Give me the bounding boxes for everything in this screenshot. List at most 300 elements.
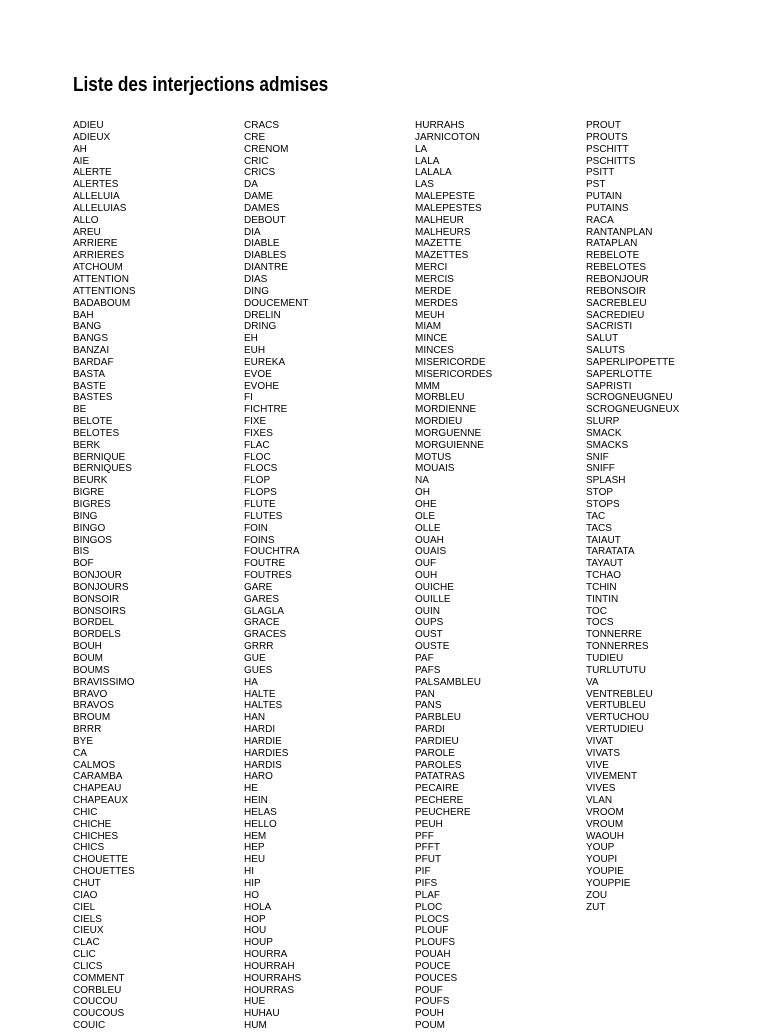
list-item: HUE: [244, 996, 266, 1008]
list-item: BRRR: [73, 724, 102, 736]
list-item: HARDIE: [244, 735, 282, 747]
list-item: ARRIERES: [73, 250, 125, 262]
list-item: CALMOS: [73, 759, 116, 771]
list-item: BONSOIR: [73, 593, 120, 605]
list-item: SCROGNEUGNEU: [586, 392, 673, 404]
list-item: EVOE: [244, 368, 272, 380]
list-item: HEU: [244, 854, 266, 866]
list-item: BINGOS: [73, 534, 112, 546]
list-item: CIEL: [73, 901, 96, 913]
list-item: PLOUF: [415, 925, 449, 937]
list-item: TARATATA: [586, 546, 635, 558]
list-item: HOURRA: [244, 949, 288, 961]
list-item: PUTAIN: [586, 191, 622, 203]
list-item: MOTUS: [415, 451, 452, 463]
list-item: DEBOUT: [244, 214, 286, 226]
list-item: CHICHE: [73, 818, 112, 830]
list-item: TONNERRE: [586, 629, 642, 641]
list-item: CHUT: [73, 878, 101, 889]
list-item: HUHAU: [244, 1008, 280, 1020]
list-item: HELAS: [244, 806, 277, 818]
list-item: PSITT: [586, 167, 615, 179]
list-item: CIAO: [73, 889, 98, 901]
list-item: DING: [244, 285, 269, 297]
list-item: DIABLES: [244, 250, 287, 262]
list-item: BERNIQUES: [73, 463, 132, 475]
list-item: FLOPS: [244, 487, 277, 499]
list-item: COUCOU: [73, 996, 118, 1008]
list-item: VIVAT: [586, 735, 614, 747]
list-item: HELLO: [244, 818, 277, 830]
list-item: OUPS: [415, 617, 444, 629]
list-item: FIXES: [244, 427, 273, 439]
list-item: BRAVISSIMO: [73, 676, 135, 688]
list-item: MERCIS: [415, 273, 454, 285]
list-item: MERDE: [415, 285, 452, 297]
word-column-2: [244, 120, 308, 1032]
list-item: PLAF: [415, 889, 441, 901]
list-item: GRRR: [244, 641, 274, 653]
list-item: BAH: [73, 309, 94, 321]
list-item: BONSOIRS: [73, 605, 126, 617]
list-item: OUIN: [415, 605, 440, 617]
list-item: CRENOM: [244, 143, 289, 155]
list-item: GUES: [244, 664, 273, 676]
list-item: BARDAF: [73, 356, 114, 368]
list-item: PECHERE: [415, 795, 464, 807]
list-item: GARES: [244, 593, 280, 605]
word-column-4: [586, 120, 679, 914]
list-item: MORDIEU: [415, 416, 463, 428]
list-item: HOURRAH: [244, 960, 295, 972]
list-item: BASTA: [73, 368, 106, 380]
list-item: HEM: [244, 830, 267, 842]
list-item: GARE: [244, 581, 273, 593]
list-item: HI: [244, 866, 254, 878]
list-item: REBELOTES: [586, 262, 647, 274]
list-item: PAROLE: [415, 747, 455, 759]
list-item: PLOUFS: [415, 937, 456, 949]
list-item: PAFS: [415, 664, 441, 676]
list-item: HAN: [244, 712, 266, 724]
list-item: MALHEUR: [415, 214, 464, 226]
list-item: BONJOUR: [73, 570, 122, 582]
list-item: HUM: [244, 1020, 267, 1032]
list-item: COUCOUS: [73, 1008, 125, 1020]
list-item: HOURRAHS: [244, 972, 302, 984]
list-item: MINCE: [415, 333, 448, 345]
list-item: FLUTE: [244, 499, 276, 510]
list-item: OUILLE: [415, 593, 451, 605]
list-item: ZOU: [586, 889, 608, 901]
list-item: BELOTES: [73, 427, 120, 439]
list-item: ALLELUIAS: [73, 202, 127, 214]
list-item: OLLE: [415, 522, 441, 534]
list-item: CHICS: [73, 842, 105, 854]
list-item: ALLELUIA: [73, 191, 120, 203]
list-item: ATCHOUM: [73, 262, 123, 274]
list-item: FIXE: [244, 416, 267, 428]
list-item: HE: [244, 783, 258, 795]
list-item: CARAMBA: [73, 771, 123, 783]
list-item: TAIAUT: [586, 534, 621, 546]
list-item: ATTENTIONS: [73, 285, 136, 297]
list-item: MINCES: [415, 345, 454, 357]
list-item: DIAS: [244, 273, 268, 285]
list-item: DOUCEMENT: [244, 297, 309, 309]
list-item: TAYAUT: [586, 558, 624, 570]
list-item: BERNIQUE: [73, 451, 126, 463]
list-item: TURLUTUTU: [586, 664, 646, 676]
list-item: OHE: [415, 499, 437, 510]
list-item: POUF: [415, 984, 443, 996]
list-item: STOPS: [586, 499, 620, 510]
list-item: HOU: [244, 925, 267, 937]
list-item: BOUH: [73, 641, 102, 653]
list-item: SMACK: [586, 427, 622, 439]
list-item: CRE: [244, 131, 266, 143]
list-item: CLIC: [73, 949, 96, 961]
list-item: BINGO: [73, 522, 106, 534]
list-item: VERTUCHOU: [586, 712, 650, 724]
list-item: DIANTRE: [244, 262, 288, 274]
list-item: POUH: [415, 1008, 444, 1020]
list-item: TAC: [586, 510, 606, 522]
list-item: GUE: [244, 652, 266, 664]
list-item: FOUTRE: [244, 558, 286, 570]
list-item: PST: [586, 179, 606, 191]
list-item: GLAGLA: [244, 605, 285, 617]
list-item: PLOCS: [415, 913, 449, 925]
list-item: CA: [73, 747, 87, 759]
list-item: TONNERRES: [586, 641, 649, 653]
list-item: MALEPESTE: [415, 191, 476, 203]
list-item: CHAPEAU: [73, 783, 122, 795]
list-item: REBONJOUR: [586, 273, 649, 285]
list-item: POUFS: [415, 996, 450, 1008]
list-item: FOIN: [244, 522, 268, 534]
list-item: HALTE: [244, 688, 276, 700]
list-item: DRING: [244, 321, 277, 333]
list-item: HOUP: [244, 937, 273, 949]
list-item: ALLO: [73, 214, 99, 226]
list-item: ADIEUX: [73, 131, 111, 143]
list-item: PARDI: [415, 724, 445, 736]
list-item: FLOCS: [244, 463, 278, 475]
list-item: BRAVO: [73, 688, 108, 700]
list-item: CRACS: [244, 120, 280, 131]
list-item: SAPERLIPOPETTE: [586, 356, 675, 368]
list-item: OUAIS: [415, 546, 447, 558]
list-item: RANTANPLAN: [586, 226, 653, 238]
list-item: PUTAINS: [586, 202, 629, 214]
list-item: ARRIERE: [73, 238, 118, 250]
list-item: CRIC: [244, 155, 269, 167]
list-item: VIVE: [586, 759, 609, 771]
list-item: CHIC: [73, 806, 98, 818]
list-item: HURRAHS: [415, 120, 465, 131]
list-item: PARBLEU: [415, 712, 461, 724]
page-title: Liste des interjections admises: [73, 74, 329, 96]
list-item: CLAC: [73, 937, 100, 949]
list-item: BADABOUM: [73, 297, 131, 309]
list-item: YOUPIE: [586, 866, 624, 878]
list-item: REBELOTE: [586, 250, 640, 262]
list-item: SALUT: [586, 333, 619, 345]
list-item: BIGRES: [73, 499, 111, 510]
list-item: FOUTRES: [244, 570, 292, 582]
list-item: HO: [244, 889, 259, 901]
list-item: EUH: [244, 345, 266, 357]
list-item: CORBLEU: [73, 984, 122, 996]
list-item: PROUT: [586, 120, 621, 131]
list-item: PALSAMBLEU: [415, 676, 481, 688]
list-item: TCHAO: [586, 570, 621, 582]
list-item: GRACES: [244, 629, 287, 641]
list-item: ZUT: [586, 901, 606, 913]
list-item: OLE: [415, 510, 436, 522]
list-item: HALTES: [244, 700, 283, 712]
list-item: MERDES: [415, 297, 458, 309]
list-item: FLAC: [244, 439, 270, 451]
list-item: TOC: [586, 605, 607, 617]
list-item: MISERICORDES: [415, 368, 493, 380]
list-item: OH: [415, 487, 430, 499]
list-item: EVOHE: [244, 380, 280, 392]
list-item: VLAN: [586, 795, 613, 807]
list-item: SCROGNEUGNEUX: [586, 404, 680, 416]
list-item: BORDEL: [73, 617, 115, 629]
list-item: HOP: [244, 913, 266, 925]
list-item: NA: [415, 475, 429, 487]
list-item: BRAVOS: [73, 700, 114, 712]
list-item: FOINS: [244, 534, 275, 546]
list-item: PATATRAS: [415, 771, 465, 783]
list-item: MAZETTES: [415, 250, 469, 262]
list-item: YOUPI: [586, 854, 618, 866]
list-item: PLOC: [415, 901, 443, 913]
list-item: PAF: [415, 652, 434, 664]
list-item: ALERTE: [73, 167, 112, 179]
list-item: BYE: [73, 735, 94, 747]
list-item: VROUM: [586, 818, 624, 830]
list-item: SNIF: [586, 451, 609, 463]
list-item: REBONSOIR: [586, 285, 647, 297]
list-item: VROOM: [586, 806, 624, 818]
list-item: FI: [244, 392, 253, 404]
list-item: VIVATS: [586, 747, 621, 759]
list-item: SACREBLEU: [586, 297, 647, 309]
list-item: BEURK: [73, 475, 108, 487]
list-item: PAROLES: [415, 759, 462, 771]
list-item: BIGRE: [73, 487, 105, 499]
list-item: PANS: [415, 700, 442, 712]
list-item: PARDIEU: [415, 735, 459, 747]
list-item: CIELS: [73, 913, 102, 925]
list-item: OUAH: [415, 534, 444, 546]
list-item: LAS: [415, 179, 434, 191]
list-item: BIS: [73, 546, 90, 558]
list-item: MORGUIENNE: [415, 439, 484, 451]
list-item: WAOUH: [586, 830, 624, 842]
list-item: BONJOURS: [73, 581, 129, 593]
list-item: PECAIRE: [415, 783, 459, 795]
list-item: DRELIN: [244, 309, 281, 321]
list-item: SAPRISTI: [586, 380, 632, 392]
list-item: OUICHE: [415, 581, 454, 593]
list-item: JARNICOTON: [415, 131, 480, 143]
list-item: MALEPESTES: [415, 202, 482, 214]
list-item: BING: [73, 510, 98, 522]
list-item: HARDIES: [244, 747, 289, 759]
list-item: SPLASH: [586, 475, 626, 487]
list-item: MOUAIS: [415, 463, 455, 475]
list-item: GRACE: [244, 617, 280, 629]
list-item: PIF: [415, 866, 431, 878]
list-item: SACREDIEU: [586, 309, 645, 321]
list-item: CHICHES: [73, 830, 119, 842]
list-item: FLOC: [244, 451, 271, 463]
list-item: RATAPLAN: [586, 238, 638, 250]
list-item: DA: [244, 179, 258, 191]
list-item: PAN: [415, 688, 435, 700]
list-item: BORDELS: [73, 629, 121, 641]
list-item: CRICS: [244, 167, 276, 179]
list-item: COMMENT: [73, 972, 125, 984]
list-item: POUCES: [415, 972, 458, 984]
list-item: POUM: [415, 1020, 445, 1032]
list-item: CIEUX: [73, 925, 104, 937]
list-item: PIFS: [415, 878, 438, 889]
list-item: FLUTES: [244, 510, 283, 522]
list-item: HARO: [244, 771, 273, 783]
list-item: ALERTES: [73, 179, 119, 191]
list-item: FLOP: [244, 475, 271, 487]
list-item: ATTENTION: [73, 273, 129, 285]
list-item: SNIFF: [586, 463, 615, 475]
list-item: FOUCHTRA: [244, 546, 300, 558]
list-item: BOUM: [73, 652, 103, 664]
list-item: YOUP: [586, 842, 615, 854]
list-item: BOUMS: [73, 664, 110, 676]
list-item: MAZETTE: [415, 238, 462, 250]
list-item: PSCHITTS: [586, 155, 636, 167]
list-item: BASTE: [73, 380, 106, 392]
list-item: PFUT: [415, 854, 442, 866]
list-item: DIABLE: [244, 238, 280, 250]
list-item: EH: [244, 333, 258, 345]
list-item: HOLA: [244, 901, 272, 913]
list-item: PROUTS: [586, 131, 628, 143]
list-item: VIVES: [586, 783, 616, 795]
list-item: PEUH: [415, 818, 443, 830]
list-item: BERK: [73, 439, 101, 451]
list-item: BE: [73, 404, 87, 416]
list-item: OUF: [415, 558, 437, 570]
list-item: AIE: [73, 155, 90, 167]
list-item: HA: [244, 676, 258, 688]
list-item: EUREKA: [244, 356, 286, 368]
list-item: HEP: [244, 842, 265, 854]
list-item: VA: [586, 676, 599, 688]
list-item: PFFT: [415, 842, 440, 854]
list-item: OUH: [415, 570, 438, 582]
list-item: HEIN: [244, 795, 268, 807]
list-item: POUAH: [415, 949, 451, 961]
list-item: TACS: [586, 522, 612, 534]
word-column-3: [415, 120, 492, 1032]
list-item: HARDI: [244, 724, 276, 736]
list-item: COUIC: [73, 1020, 106, 1032]
list-item: PEUCHERE: [415, 806, 471, 818]
list-item: BANZAI: [73, 345, 110, 357]
list-item: AH: [73, 143, 87, 155]
list-item: SACRISTI: [586, 321, 633, 333]
list-item: OUST: [415, 629, 443, 641]
list-item: DIA: [244, 226, 261, 238]
list-item: DAME: [244, 191, 273, 203]
list-item: PSCHITT: [586, 143, 629, 155]
list-item: CHOUETTE: [73, 854, 128, 866]
list-item: PFF: [415, 830, 434, 842]
list-item: VIVEMENT: [586, 771, 638, 783]
list-item: SLURP: [586, 416, 620, 428]
list-item: BROUM: [73, 712, 111, 724]
list-item: BANG: [73, 321, 102, 333]
list-item: LALA: [415, 155, 440, 167]
list-item: BASTES: [73, 392, 113, 404]
list-item: MORBLEU: [415, 392, 465, 404]
list-item: MORGUENNE: [415, 427, 482, 439]
list-item: MISERICORDE: [415, 356, 486, 368]
list-item: SAPERLOTTE: [586, 368, 653, 380]
list-item: TOCS: [586, 617, 614, 629]
list-item: HARDIS: [244, 759, 282, 771]
list-item: BELOTE: [73, 416, 113, 428]
list-item: VENTREBLEU: [586, 688, 653, 700]
list-item: MALHEURS: [415, 226, 471, 238]
list-item: POUCE: [415, 960, 451, 972]
list-item: MERCI: [415, 262, 448, 274]
list-item: OUSTE: [415, 641, 450, 653]
list-item: TCHIN: [586, 581, 617, 593]
list-item: DAMES: [244, 202, 280, 214]
list-item: MEUH: [415, 309, 445, 321]
list-item: STOP: [586, 487, 614, 499]
list-item: CHAPEAUX: [73, 795, 129, 807]
list-item: HIP: [244, 878, 261, 889]
list-item: BOF: [73, 558, 94, 570]
list-item: FICHTRE: [244, 404, 288, 416]
list-item: VERTUBLEU: [586, 700, 646, 712]
list-item: RACA: [586, 214, 614, 226]
list-item: AREU: [73, 226, 101, 238]
list-item: TUDIEU: [586, 652, 624, 664]
word-column-1: [73, 120, 136, 1032]
list-item: MIAM: [415, 321, 442, 333]
list-item: BANGS: [73, 333, 109, 345]
list-item: VERTUDIEU: [586, 724, 644, 736]
list-item: LALALA: [415, 167, 452, 179]
list-item: LA: [415, 143, 428, 155]
list-item: MORDIENNE: [415, 404, 477, 416]
list-item: YOUPPIE: [586, 878, 631, 889]
list-item: SMACKS: [586, 439, 629, 451]
list-item: HOURRAS: [244, 984, 295, 996]
list-item: SALUTS: [586, 345, 625, 357]
list-item: CLICS: [73, 960, 103, 972]
list-item: TINTIN: [586, 593, 619, 605]
